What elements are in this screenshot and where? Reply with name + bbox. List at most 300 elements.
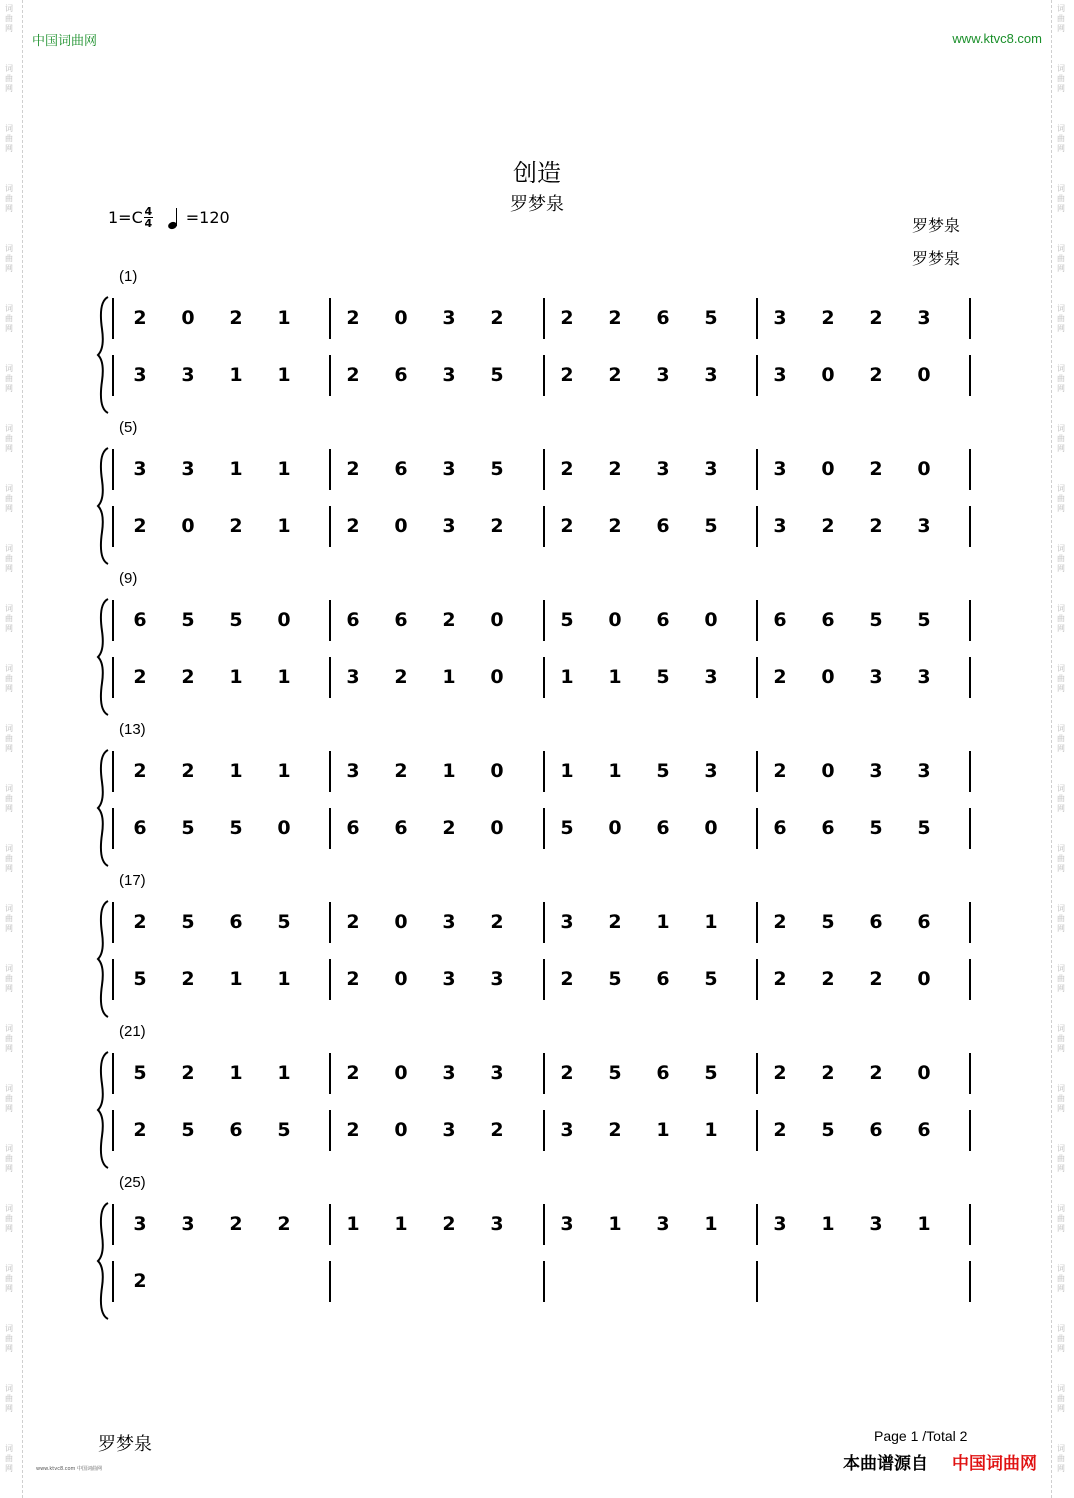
measure-number: (13): [119, 721, 146, 738]
barline: [329, 1110, 331, 1151]
barline: [112, 1204, 114, 1245]
barline: [969, 808, 971, 849]
note-lower: 1: [277, 515, 291, 537]
barline: [329, 1204, 331, 1245]
time-signature-bottom: 4: [144, 217, 153, 230]
note-upper: 0: [608, 609, 622, 631]
note-upper: 1: [704, 1213, 718, 1235]
note-lower: 2: [560, 515, 574, 537]
measure-number: (5): [119, 419, 138, 436]
score-system: [0, 268, 1074, 448]
note-upper: 2: [133, 911, 147, 933]
barline: [756, 902, 758, 943]
barline: [969, 1261, 971, 1302]
note-upper: 2: [869, 307, 883, 329]
measure-number: (17): [119, 872, 146, 889]
note-lower: 0: [704, 817, 718, 839]
note-lower: 3: [442, 364, 456, 386]
note-lower: 5: [608, 968, 622, 990]
watermark-mark: 词 曲 网: [1057, 1024, 1065, 1053]
brace-icon: [96, 597, 110, 717]
watermark-mark: 词 曲 网: [5, 784, 13, 813]
barline: [756, 449, 758, 490]
measure-number: (25): [119, 1174, 146, 1191]
watermark-mark: 词 曲 网: [5, 1384, 13, 1413]
barline: [543, 298, 545, 339]
note-upper: 3: [442, 307, 456, 329]
note-lower: 3: [133, 364, 147, 386]
note-upper: 3: [133, 458, 147, 480]
note-lower: 2: [560, 364, 574, 386]
note-lower: 6: [656, 817, 670, 839]
note-upper: 2: [229, 307, 243, 329]
note-upper: 1: [346, 1213, 360, 1235]
note-upper: 3: [442, 911, 456, 933]
note-lower: 2: [133, 666, 147, 688]
note-upper: 3: [442, 1062, 456, 1084]
note-lower: 0: [394, 968, 408, 990]
barline: [329, 449, 331, 490]
barline: [112, 1053, 114, 1094]
note-lower: 3: [181, 364, 195, 386]
note-upper: 6: [229, 911, 243, 933]
barline: [756, 298, 758, 339]
note-lower: 0: [821, 666, 835, 688]
barline: [756, 1110, 758, 1151]
barline: [329, 902, 331, 943]
credit-composer: 罗梦泉: [912, 249, 961, 268]
tempo-value: =120: [185, 208, 230, 227]
barline: [329, 959, 331, 1000]
note-upper: 1: [704, 911, 718, 933]
note-lower: 6: [821, 817, 835, 839]
barline: [329, 506, 331, 547]
watermark-mark: 词 曲 网: [1057, 4, 1065, 33]
note-lower: 1: [656, 1119, 670, 1141]
note-upper: 1: [229, 1062, 243, 1084]
barline: [112, 506, 114, 547]
watermark-mark: 词 曲 网: [1057, 184, 1065, 213]
note-upper: 1: [560, 760, 574, 782]
note-upper: 1: [608, 760, 622, 782]
barline: [543, 1053, 545, 1094]
note-upper: 3: [869, 760, 883, 782]
note-lower: 0: [277, 817, 291, 839]
note-lower: 1: [277, 364, 291, 386]
note-lower: 2: [181, 968, 195, 990]
note-upper: 2: [608, 307, 622, 329]
note-lower: 6: [773, 817, 787, 839]
brace-icon: [96, 446, 110, 566]
watermark-mark: 词 曲 网: [1057, 124, 1065, 153]
watermark-mark: 词 曲 网: [5, 1144, 13, 1173]
note-lower: 6: [656, 968, 670, 990]
note-upper: 2: [490, 911, 504, 933]
note-upper: 1: [821, 1213, 835, 1235]
note-upper: 5: [133, 1062, 147, 1084]
note-lower: 0: [490, 817, 504, 839]
note-upper: 0: [490, 609, 504, 631]
note-upper: 3: [704, 760, 718, 782]
watermark-mark: 词 曲 网: [5, 184, 13, 213]
note-lower: 2: [773, 1119, 787, 1141]
note-lower: 2: [821, 968, 835, 990]
watermark-mark: 词 曲 网: [1057, 664, 1065, 693]
barline: [112, 657, 114, 698]
note-lower: 6: [656, 515, 670, 537]
watermark-mark: 词 曲 网: [1057, 64, 1065, 93]
note-lower: 3: [346, 666, 360, 688]
barline: [756, 751, 758, 792]
barline: [543, 1110, 545, 1151]
note-upper: 0: [490, 760, 504, 782]
watermark-mark: 词 曲 网: [1057, 1384, 1065, 1413]
barline: [969, 449, 971, 490]
watermark-mark: 词 曲 网: [1057, 544, 1065, 573]
note-upper: 6: [133, 609, 147, 631]
note-lower: 5: [656, 666, 670, 688]
watermark-mark: 词 曲 网: [5, 484, 13, 513]
note-upper: 3: [346, 760, 360, 782]
watermark-mark: 词 曲 网: [1057, 784, 1065, 813]
note-upper: 3: [133, 1213, 147, 1235]
watermark-mark: 词 曲 网: [5, 1444, 13, 1473]
watermark-mark: 词 曲 网: [1057, 1084, 1065, 1113]
note-upper: 6: [869, 911, 883, 933]
song-subtitle: 罗梦泉: [510, 194, 564, 215]
barline: [112, 808, 114, 849]
note-lower: 3: [442, 968, 456, 990]
header-site-name[interactable]: 中国词曲网: [32, 34, 98, 49]
note-lower: 6: [394, 817, 408, 839]
note-lower: 0: [917, 364, 931, 386]
watermark-mark: 词 曲 网: [1057, 364, 1065, 393]
note-lower: 3: [869, 666, 883, 688]
barline: [112, 751, 114, 792]
note-lower: 5: [229, 817, 243, 839]
note-lower: 3: [917, 515, 931, 537]
note-upper: 6: [394, 458, 408, 480]
barline: [112, 902, 114, 943]
note-upper: 1: [277, 307, 291, 329]
watermark-mark: 词 曲 网: [5, 544, 13, 573]
note-lower: 0: [821, 364, 835, 386]
note-upper: 0: [277, 609, 291, 631]
note-upper: 3: [773, 458, 787, 480]
barline: [543, 1261, 545, 1302]
note-lower: 3: [656, 364, 670, 386]
note-upper: 3: [181, 458, 195, 480]
note-upper: 0: [821, 760, 835, 782]
barline: [112, 1261, 114, 1302]
note-upper: 2: [181, 1062, 195, 1084]
note-upper: 0: [394, 1062, 408, 1084]
note-lower: 2: [490, 1119, 504, 1141]
note-lower: 5: [133, 968, 147, 990]
brace-icon: [96, 1050, 110, 1170]
note-upper: 2: [608, 458, 622, 480]
note-lower: 0: [490, 666, 504, 688]
note-lower: 1: [229, 666, 243, 688]
watermark-mark: 词 曲 网: [1057, 604, 1065, 633]
watermark-mark: 词 曲 网: [5, 604, 13, 633]
note-upper: 5: [181, 609, 195, 631]
note-upper: 3: [490, 1062, 504, 1084]
watermark-mark: 词 曲 网: [1057, 1444, 1065, 1473]
header-site-url[interactable]: www.ktvc8.com: [952, 31, 1042, 46]
barline: [543, 600, 545, 641]
note-lower: 3: [773, 515, 787, 537]
note-lower: 2: [490, 515, 504, 537]
measure-number: (1): [119, 268, 138, 285]
note-upper: 3: [656, 458, 670, 480]
watermark-mark: 词 曲 网: [1057, 844, 1065, 873]
note-upper: 2: [442, 609, 456, 631]
note-upper: 3: [773, 307, 787, 329]
brace-icon: [96, 1201, 110, 1321]
note-upper: 3: [490, 1213, 504, 1235]
note-upper: 2: [490, 307, 504, 329]
footer-author: 罗梦泉: [98, 1434, 152, 1455]
watermark-mark: 词 曲 网: [5, 1024, 13, 1053]
watermark-mark: 词 曲 网: [5, 364, 13, 393]
note-upper: 2: [133, 307, 147, 329]
note-lower: 1: [229, 364, 243, 386]
note-upper: 5: [181, 911, 195, 933]
note-upper: 3: [656, 1213, 670, 1235]
note-upper: 5: [704, 1062, 718, 1084]
note-upper: 3: [560, 911, 574, 933]
note-lower: 3: [490, 968, 504, 990]
note-upper: 2: [346, 307, 360, 329]
key-signature: 1=C: [108, 208, 143, 227]
time-signature-top: 4: [144, 205, 153, 218]
note-upper: 0: [917, 1062, 931, 1084]
watermark-mark: 词 曲 网: [1057, 1204, 1065, 1233]
note-upper: 3: [704, 458, 718, 480]
note-lower: 1: [229, 968, 243, 990]
note-upper: 6: [821, 609, 835, 631]
note-upper: 3: [917, 307, 931, 329]
note-upper: 2: [346, 458, 360, 480]
brace-icon: [96, 748, 110, 868]
barline: [543, 657, 545, 698]
note-upper: 2: [821, 1062, 835, 1084]
note-upper: 2: [346, 1062, 360, 1084]
credit-lyricist: 罗梦泉: [912, 216, 961, 235]
watermark-mark: 词 曲 网: [1057, 424, 1065, 453]
note-lower: 2: [346, 515, 360, 537]
brace-icon: [96, 295, 110, 415]
barline: [756, 1053, 758, 1094]
barline: [112, 1110, 114, 1151]
watermark-mark: 词 曲 网: [5, 964, 13, 993]
note-lower: 2: [821, 515, 835, 537]
watermark-mark: 词 曲 网: [1057, 1324, 1065, 1353]
watermark-mark: 词 曲 网: [5, 304, 13, 333]
barline: [329, 1053, 331, 1094]
barline: [543, 959, 545, 1000]
note-upper: 3: [869, 1213, 883, 1235]
note-lower: 2: [608, 1119, 622, 1141]
note-upper: 2: [773, 1062, 787, 1084]
barline: [969, 902, 971, 943]
measure-number: (21): [119, 1023, 146, 1040]
note-upper: 2: [560, 307, 574, 329]
note-upper: 6: [346, 609, 360, 631]
barline: [756, 959, 758, 1000]
note-upper: 0: [704, 609, 718, 631]
note-lower: 6: [229, 1119, 243, 1141]
watermark-mark: 词 曲 网: [1057, 1144, 1065, 1173]
note-lower: 3: [442, 515, 456, 537]
note-lower: 1: [704, 1119, 718, 1141]
note-lower: 2: [560, 968, 574, 990]
note-upper: 0: [394, 911, 408, 933]
note-upper: 2: [869, 1062, 883, 1084]
note-lower: 1: [608, 666, 622, 688]
note-upper: 6: [917, 911, 931, 933]
score-system: [0, 1174, 1074, 1354]
barline: [329, 298, 331, 339]
barline: [969, 298, 971, 339]
note-upper: 2: [394, 760, 408, 782]
note-lower: 2: [346, 968, 360, 990]
barline: [756, 506, 758, 547]
note-lower: 5: [869, 817, 883, 839]
note-upper: 5: [490, 458, 504, 480]
watermark-mark: 词 曲 网: [1057, 724, 1065, 753]
note-lower: 2: [346, 1119, 360, 1141]
source-label: 本曲谱源自: [843, 1454, 928, 1474]
note-lower: 2: [133, 515, 147, 537]
barline: [543, 449, 545, 490]
barline: [112, 355, 114, 396]
note-upper: 2: [773, 760, 787, 782]
note-lower: 3: [773, 364, 787, 386]
note-lower: 1: [442, 666, 456, 688]
note-lower: 5: [917, 817, 931, 839]
note-upper: 0: [917, 458, 931, 480]
measure-number: (9): [119, 570, 138, 587]
quarter-note-icon: [167, 207, 184, 229]
key-tempo-line: [108, 206, 230, 229]
barline: [112, 449, 114, 490]
note-lower: 2: [608, 515, 622, 537]
note-lower: 2: [869, 515, 883, 537]
note-upper: 5: [821, 911, 835, 933]
note-upper: 5: [277, 911, 291, 933]
watermark-mark: 词 曲 网: [5, 1204, 13, 1233]
note-upper: 5: [560, 609, 574, 631]
note-lower: 6: [869, 1119, 883, 1141]
source-site-link[interactable]: 中国词曲网: [952, 1454, 1037, 1474]
note-lower: 5: [704, 515, 718, 537]
note-lower: 5: [704, 968, 718, 990]
watermark-mark: 词 曲 网: [5, 424, 13, 453]
tiny-url: www.ktvc8.com 中国词曲网: [36, 1466, 103, 1472]
note-lower: 2: [394, 666, 408, 688]
watermark-mark: 词 曲 网: [5, 124, 13, 153]
note-lower: 5: [821, 1119, 835, 1141]
note-lower: 2: [181, 666, 195, 688]
note-lower: 2: [773, 666, 787, 688]
note-lower: 5: [490, 364, 504, 386]
note-upper: 1: [442, 760, 456, 782]
barline: [329, 355, 331, 396]
song-title: 创造: [513, 159, 561, 187]
note-upper: 2: [133, 760, 147, 782]
barline: [969, 506, 971, 547]
note-lower: 6: [917, 1119, 931, 1141]
watermark-mark: 词 曲 网: [5, 1084, 13, 1113]
note-upper: 1: [229, 760, 243, 782]
note-lower: 0: [394, 1119, 408, 1141]
barline: [969, 959, 971, 1000]
note-lower: 5: [181, 817, 195, 839]
watermark-mark: 词 曲 网: [1057, 304, 1065, 333]
note-upper: 5: [704, 307, 718, 329]
note-upper: 2: [560, 458, 574, 480]
watermark-mark: 词 曲 网: [5, 724, 13, 753]
note-lower: 2: [869, 364, 883, 386]
barline: [329, 600, 331, 641]
tempo-marking: [167, 207, 230, 229]
note-lower: 1: [560, 666, 574, 688]
score-system: [0, 872, 1074, 1052]
note-upper: 6: [656, 307, 670, 329]
note-upper: 0: [394, 307, 408, 329]
barline: [756, 1204, 758, 1245]
barline: [329, 1261, 331, 1302]
note-lower: 3: [560, 1119, 574, 1141]
barline: [969, 600, 971, 641]
watermark-mark: 词 曲 网: [1057, 1264, 1065, 1293]
time-signature: [144, 206, 153, 229]
watermark-mark: 词 曲 网: [1057, 904, 1065, 933]
note-upper: 1: [277, 1062, 291, 1084]
barline: [756, 355, 758, 396]
note-upper: 3: [560, 1213, 574, 1235]
note-upper: 3: [917, 760, 931, 782]
note-upper: 5: [869, 609, 883, 631]
barline: [543, 808, 545, 849]
note-lower: 2: [869, 968, 883, 990]
note-upper: 3: [773, 1213, 787, 1235]
note-upper: 2: [346, 911, 360, 933]
note-lower: 1: [277, 968, 291, 990]
barline: [329, 657, 331, 698]
note-lower: 0: [917, 968, 931, 990]
note-upper: 6: [656, 609, 670, 631]
note-lower: 0: [181, 515, 195, 537]
page-info: Page 1 /Total 2: [874, 1428, 968, 1444]
note-upper: 2: [181, 760, 195, 782]
note-lower: 2: [229, 515, 243, 537]
note-lower: 2: [608, 364, 622, 386]
note-upper: 2: [773, 911, 787, 933]
note-upper: 1: [229, 458, 243, 480]
note-upper: 2: [229, 1213, 243, 1235]
watermark-mark: 词 曲 网: [5, 244, 13, 273]
barline: [543, 355, 545, 396]
barline: [112, 959, 114, 1000]
note-lower: 3: [704, 666, 718, 688]
watermark-mark: 词 曲 网: [5, 1264, 13, 1293]
note-lower: 6: [133, 817, 147, 839]
barline: [756, 600, 758, 641]
score-system: [0, 570, 1074, 750]
